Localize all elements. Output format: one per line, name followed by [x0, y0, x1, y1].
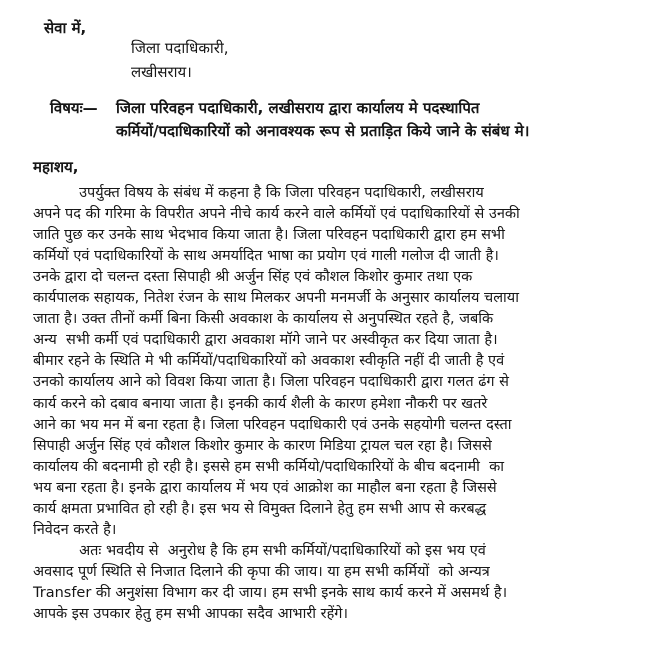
body-line: अतः भवदीय से अनुरोध है कि हम सभी कर्मियों/पदाधिकारियों को इस भय एवं — [33, 542, 486, 559]
body-line: आने का भय मन में बना रहता है। जिला परिवहन पदाधिकारी एवं उनके सहयोगी चलन्त दस्ता — [33, 416, 512, 433]
body-line: उनको कार्यालय आने को विवश किया जाता है। जिला परिवहन पदाधिकारी द्वारा गलत ढंग से — [33, 374, 509, 391]
body-line: कार्यपालक सहायक, नितेश रंजन के साथ मिलकर अपनी मनमर्जी के अनुसार कार्यालय चलाया — [33, 290, 519, 307]
body-line: उनके द्वारा दो चलन्त दस्ता सिपाही श्री अर्जुन सिंह एवं कौशल किशोर कुमार तथा एक — [33, 269, 473, 286]
body-line: निवेदन करते है। — [33, 521, 117, 538]
body-line: अपने पद की गरिमा के विपरीत अपने नीचे कार्य करने वाले कर्मियों एवं पदाधिकारियों से उनकी — [33, 206, 520, 223]
body-line: भय बना रहता है। इनके द्वारा कार्यालय में भय एवं आक्रोश का माहौल बना रहता है जिससे — [33, 479, 497, 496]
subject-line: कर्मियों/पदाधिकारियों को अनावश्यक रूप से प्रताड़ित किये जाने के संबंध मे। — [116, 122, 530, 140]
body-line: जाति पुछ कर उनके साथ भेदभाव किया जाता है। जिला परिवहन पदाधिकारी द्वारा हम सभी — [33, 227, 505, 244]
body-line: Transfer की अनुशंसा विभाग कर दी जाय। हम सभी इनके साथ कार्य करने में असमर्थ है। — [33, 584, 508, 601]
body-line: अवसाद पूर्ण स्थिति से निजात दिलाने की कृपा की जाय। या हम सभी कर्मियों को अन्यत्र — [33, 563, 490, 580]
body-line: बीमार रहने के स्थिति मे भी कर्मियों/पदाधिकारियों को अवकाश स्वीकृति नहीं दी जाती है एवं — [33, 353, 505, 370]
subject-label: विषयः— — [50, 99, 98, 117]
body-line: कर्मियों एवं पदाधिकारियों के साथ अमर्यादित भाषा का प्रयोग एवं गाली गलोज दी जाती है। — [33, 248, 499, 265]
body-line: सिपाही अर्जुन सिंह एवं कौशल किशोर कुमार के कारण मिडिया ट्रायल चल रहा है। जिससे — [33, 437, 492, 454]
subject-line: जिला परिवहन पदाधिकारी, लखीसराय द्वारा कार्यालय मे पदस्थापित — [116, 99, 480, 117]
body-line: आपके इस उपकार हेतु हम सभी आपका सदैव आभारी रहेंगे। — [33, 606, 348, 622]
body-line: कार्य क्षमता प्रभावित हो रही है। इस भय से विमुक्त दिलाने हेतु हम सभी आप से करबद्ध — [33, 500, 487, 517]
body-line: उपर्युक्त विषय के संबंध में कहना है कि जिला परिवहन पदाधिकारी, लखीसराय — [33, 185, 484, 201]
body-line: कार्य करने को दबाव बनाया जाता है। इनकी कार्य शैली के कारण हमेशा नौकरी पर खतरे — [33, 395, 488, 412]
body-line: कार्यालय की बदनामी हो रही है। इससे हम सभी कर्मियो/पदाधिकारियों के बीच बदनामी का — [33, 458, 505, 475]
recipient-title: जिला पदाधिकारी, — [131, 39, 229, 57]
body-line: जाता है। उक्त तीनों कर्मी बिना किसी अवकाश के कार्यालय से अनुपस्थित रहते है, जबकि — [33, 311, 494, 328]
body-line: अन्य सभी कर्मी एवं पदाधिकारी द्वारा अवकाश मॉगे जाने पर अस्वीकृत कर दिया जाता है। — [33, 332, 498, 349]
recipient-location: लखीसराय। — [131, 63, 192, 81]
salutation: सेवा में, — [44, 19, 87, 37]
greeting: महाशय, — [33, 158, 79, 176]
